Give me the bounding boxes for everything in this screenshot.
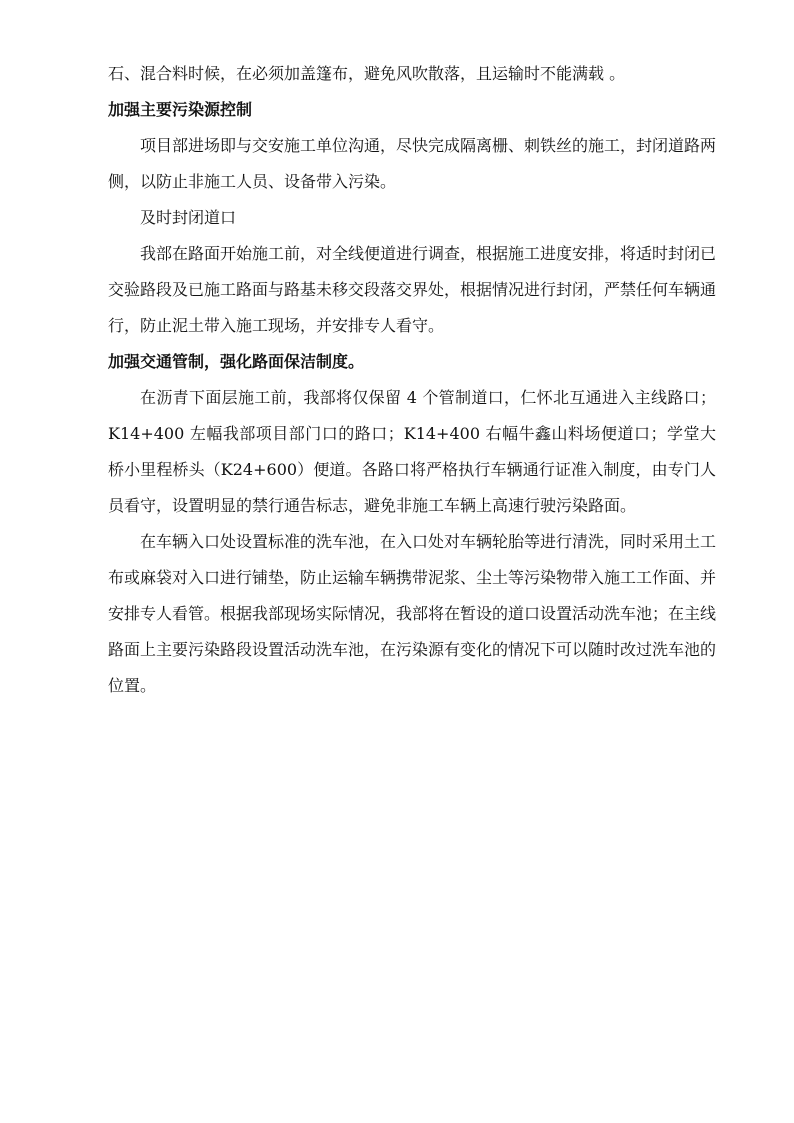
section-heading-traffic-control: 加强交通管制，强化路面保洁制度。: [108, 352, 365, 371]
paragraph-isolation-fence: 项目部进场即与交安施工单位沟通，尽快完成隔离栅、刺铁丝的施工，封闭道路两侧，以防止非施工人员、设备带入污染。: [108, 136, 717, 191]
subheading-close-crossings: 及时封闭道口: [140, 208, 237, 227]
paragraph-continuation: 石、混合料时候，在必须加盖篷布，避免风吹散落，且运输时不能满载 。: [108, 64, 626, 83]
section-heading-pollution-source-control: 加强主要污染源控制: [108, 100, 253, 119]
document-page: [108, 56, 716, 704]
paragraph-wash-pool: 在车辆入口处设置标准的洗车池，在入口处对车辆轮胎等进行清洗，同时采用土工布或麻袋对入口进行铺垫，防止运输车辆携带泥浆、尘土等污染物带入施工工作面、并安排专人看管。根据我部现场实际情况，我部将在暂设的道口设置活动洗车池；在主线路面上主要污染路段设置活动洗车池，在污染源有变化的情况下可以随时改过洗车池的位置。: [108, 532, 717, 695]
paragraph-close-crossings: 我部在路面开始施工前，对全线便道进行调查，根据施工进度安排，将适时封闭已交验路段及已施工路面与路基未移交段落交界处，根据情况进行封闭，严禁任何车辆通行，防止泥土带入施工现场，并安排专人看守。: [108, 244, 717, 335]
paragraph-control-crossings: 在沥青下面层施工前，我部将仅保留 4 个管制道口，仁怀北互通进入主线路口；K14+400 左幅我部项目部门口的路口；K14+400 右幅牛鑫山料场便道口；学堂大桥小里程桥头（K24+600）便道。各路口将严格执行车辆通行证准入制度，由专门人员看守，设置明显的禁行通告标志，避免非施工车辆上高速行驶污染路面。: [108, 388, 716, 515]
